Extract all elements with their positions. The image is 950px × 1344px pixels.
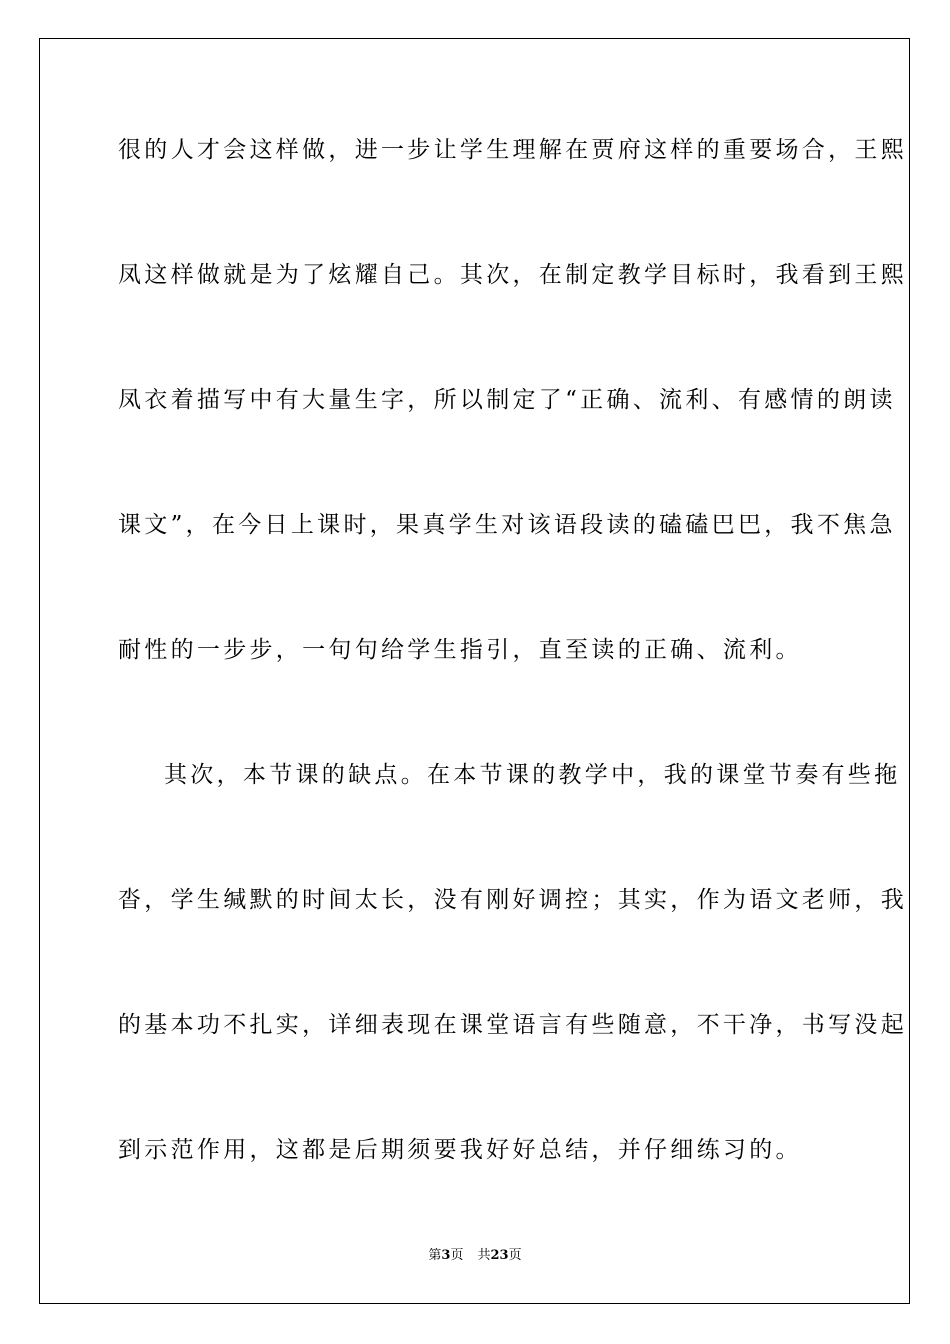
total-pages: 23 [490,1248,509,1263]
body-text-line: 很的人才会这样做，进一步让学生理解在贾府这样的重要场合，王熙 [118,137,907,163]
page-border [39,38,910,1304]
total-suffix: 页 [508,1248,522,1263]
page-prefix: 第 [428,1248,442,1263]
body-text-line: 沓，学生缄默的时间太长，没有刚好调控；其实，作为语文老师，我 [118,887,907,913]
body-text-line: 的基本功不扎实，详细表现在课堂语言有些随意，不干净，书写没起 [118,1012,907,1038]
body-text-line: 凤衣着描写中有大量生字，所以制定了“正确、流利、有感情的朗读 [118,387,896,413]
total-prefix: 共 [477,1248,491,1263]
body-text-line: 课文”，在今日上课时，果真学生对该语段读的磕磕巴巴，我不焦急 [118,512,896,538]
page-number: 3 [441,1248,451,1263]
page-footer [0,1248,950,1264]
body-text-line: 凤这样做就是为了炫耀自己。其次，在制定教学目标时，我看到王熙 [118,262,907,288]
body-text-line: 到示范作用，这都是后期须要我好好总结，并仔细练习的。 [118,1137,802,1163]
paragraph-start-line: 其次，本节课的缺点。在本节课的教学中，我的课堂节奏有些拖 [164,762,901,788]
page-suffix: 页 [450,1248,464,1263]
body-text-line: 耐性的一步步，一句句给学生指引，直至读的正确、流利。 [118,637,802,663]
